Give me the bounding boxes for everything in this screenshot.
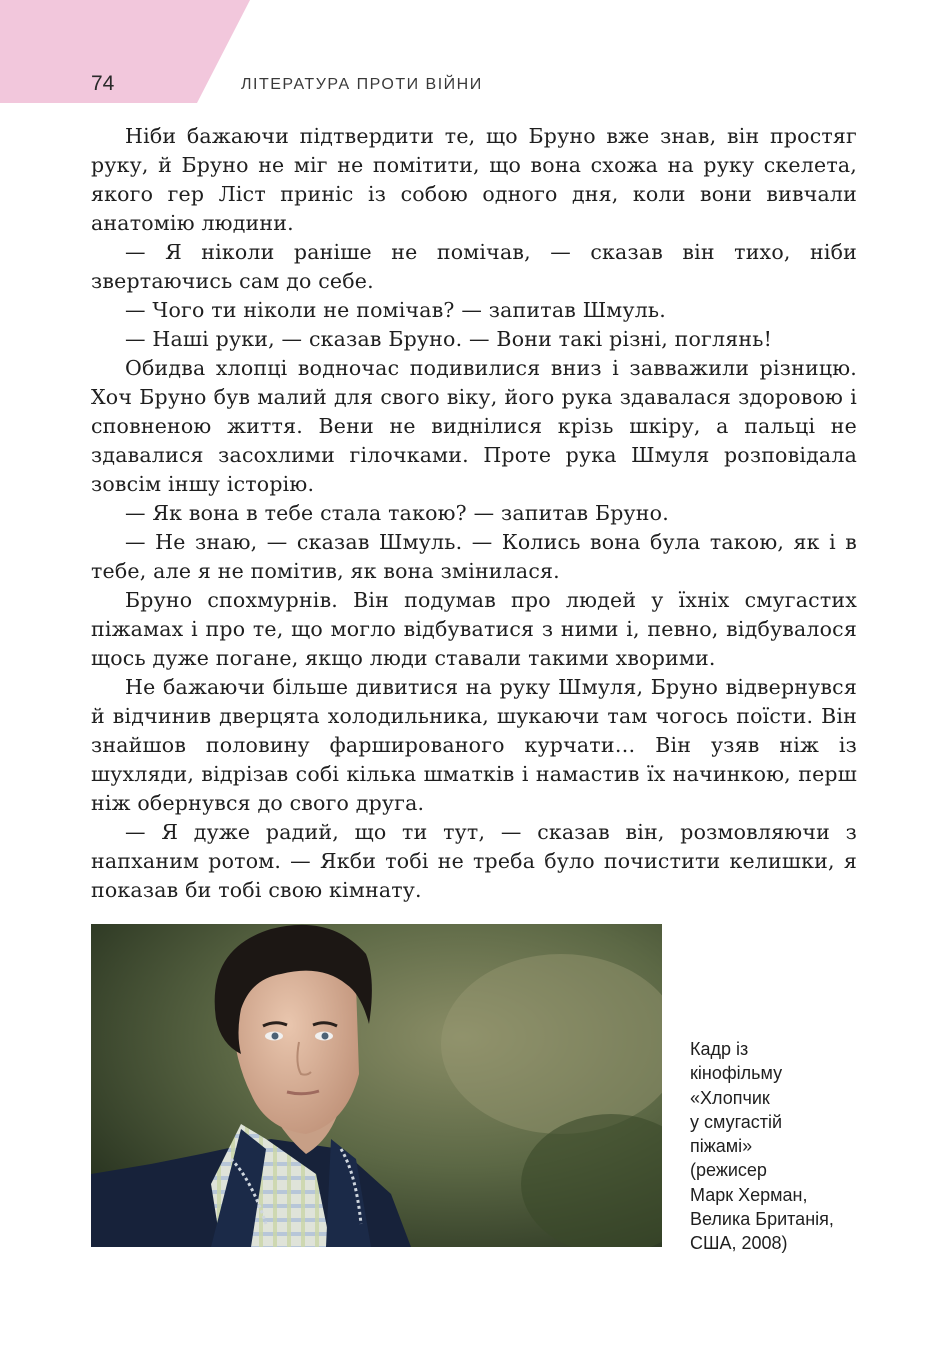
film-still-photo — [91, 924, 662, 1247]
caption-line: Велика Британія, — [690, 1209, 834, 1230]
caption-line: піжамі» — [690, 1136, 753, 1157]
caption-line: Марк Херман, — [690, 1184, 808, 1205]
corner-accent — [0, 0, 250, 103]
paragraph: Обидва хлопці водночас подивилися вниз і завважили різницю. Хоч Бруно був малий для свого віку, його рука здавалася здоровою і сповненою життя. Вени не виднілися крізь шкіру, а пальці не здавалися засохлими гілочками. Проте рука Шмуля розповідала зовсім іншу історію. — [91, 356, 857, 496]
paragraph: Ніби бажаючи підтвердити те, що Бруно вже знав, він простяг руку, й Бруно не міг не помітити, що вона схожа на руку скелета, якого гер Ліст приніс із собою одного дня, коли вони вивчали анатомію людини. — [91, 124, 857, 235]
body-text — [91, 122, 857, 905]
paragraph: Не бажаючи більше дивитися на руку Шмуля, Бруно відвернувся й відчинив дверцята холодильника, шукаючи там чогось поїсти. Він знайшов половину фаршированого курчати… Він узяв ніж із шухляди, відрізав собі кілька шматків і намастив їх начинкою, перш ніж обернувся до свого друга. — [91, 675, 857, 815]
caption-line: Кадр із — [690, 1039, 749, 1059]
caption-line: (режисер — [690, 1160, 767, 1181]
paragraph: Бруно спохмурнів. Він подумав про людей у їхніх смугастих піжамах і про те, що могло відбуватися з ними і, певно, відбувалося щось дуже погане, якщо люди ставали такими хворими. — [91, 588, 857, 670]
caption-line: США, 2008) — [690, 1233, 788, 1254]
photo-caption — [690, 1037, 880, 1256]
running-title: ЛІТЕРАТУРА ПРОТИ ВІЙНИ — [241, 76, 483, 93]
paragraph: — Я ніколи раніше не помічав, — сказав він тихо, ніби звертаючись сам до себе. — [91, 240, 857, 293]
paragraph: — Я дуже радий, що ти тут, — сказав він, розмовляючи з напханим ротом. — Якби тобі не треба було почистити келишки, я показав би тобі свою кімнату. — [91, 820, 857, 902]
paragraph: — Не знаю, — сказав Шмуль. — Колись вона була такою, як і в тебе, але я не помітив, як вона змінилася. — [91, 530, 857, 583]
caption-line: у смугастій — [690, 1111, 783, 1132]
paragraph: — Чого ти ніколи не помічав? — запитав Шмуль. — [125, 298, 667, 322]
paragraph: — Наші руки, — сказав Бруно. — Вони такі різні, поглянь! — [125, 327, 773, 351]
page-number: 74 — [91, 72, 115, 95]
caption-line: «Хлопчик — [690, 1087, 770, 1108]
caption-line: кінофільму — [690, 1063, 783, 1084]
paragraph: — Як вона в тебе стала такою? — запитав Бруно. — [125, 501, 669, 525]
